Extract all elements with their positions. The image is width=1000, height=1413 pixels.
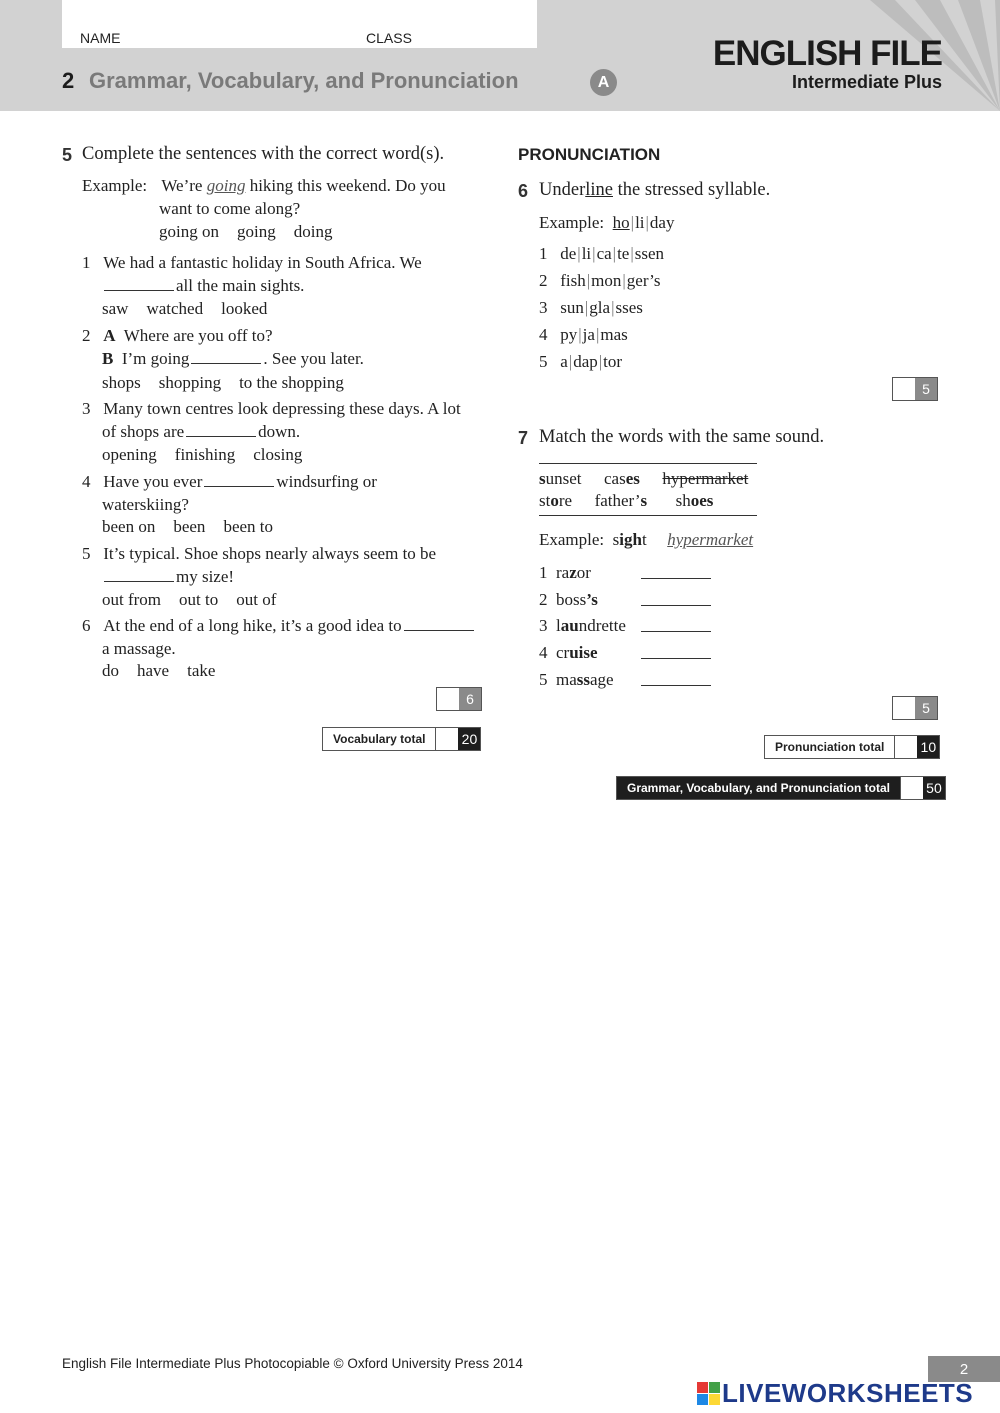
wordbox-bottom-rule — [539, 515, 757, 516]
ex5-item-4-options: been on been been to — [102, 517, 274, 536]
ex5-item-3: 3 Many town centres look depressing these days. A lot — [82, 399, 461, 418]
ex7-answer-gap-5[interactable] — [641, 671, 711, 686]
ex6-item-3[interactable]: 3 sun|gla|sses — [539, 298, 643, 317]
word-fathers: father’s — [594, 491, 648, 510]
ex6-score-box — [892, 377, 938, 401]
version-badge: A — [590, 69, 617, 96]
word-shoes: shoes — [675, 491, 714, 510]
example-pre: We’re — [161, 176, 203, 195]
pronunciation-total — [764, 735, 940, 759]
liveworksheets-watermark[interactable]: LIVEWORKSHEETS — [722, 1378, 974, 1408]
ex7-item-5: 5 massage — [539, 670, 614, 689]
ex5-item-5-line2: my size! — [102, 566, 234, 588]
wordbox-row-1 — [539, 468, 748, 490]
total-max: 20 — [458, 728, 480, 750]
ex6-item-2[interactable]: 2 fish|mon|ger’s — [539, 271, 661, 290]
ex6-item-4[interactable]: 4 py|ja|mas — [539, 325, 628, 344]
answer-gap[interactable] — [104, 276, 174, 291]
total-input[interactable] — [894, 736, 917, 758]
ex7-answer-gap-4[interactable] — [641, 644, 711, 659]
unit-title: Grammar, Vocabulary, and Pronunciation — [89, 68, 519, 93]
pronunciation-heading: PRONUNCIATION — [518, 145, 661, 164]
ex5-item-2: 2 A Where are you off to? — [82, 326, 273, 345]
ex5-number: 5 — [62, 145, 73, 165]
score-max: 5 — [915, 697, 937, 719]
score-input[interactable] — [437, 688, 459, 710]
wordbox-row-2 — [539, 490, 713, 512]
score-max: 5 — [915, 378, 937, 400]
word-hypermarket: hypermarket — [662, 469, 749, 488]
score-max: 6 — [459, 688, 481, 710]
answer-gap[interactable] — [191, 349, 261, 364]
vocabulary-total — [322, 727, 481, 751]
ex6-number: 6 — [518, 181, 529, 201]
total-max: 10 — [917, 736, 939, 758]
ex7-example: Example: sight hypermarket — [539, 530, 754, 549]
ex5-item-3-line2: of shops are down. — [102, 422, 301, 441]
ex7-number: 7 — [518, 428, 529, 448]
ex5-item-4-line2: waterskiing? — [102, 495, 189, 514]
answer-gap[interactable] — [204, 472, 274, 487]
liveworksheets-logo-icon — [697, 1382, 720, 1405]
ex5-item-3-options: opening finishing closing — [102, 445, 303, 464]
total-label: Vocabulary total — [333, 732, 426, 746]
ex5-item-2-line2: B I’m going . See you later. — [102, 349, 364, 368]
ex7-score-box — [892, 696, 938, 720]
ex5-item-5-options: out from out to out of — [102, 590, 277, 609]
total-label: Grammar, Vocabulary, and Pronunciation total — [617, 777, 900, 799]
score-input[interactable] — [893, 378, 915, 400]
ex6-instruction: Underline the stressed syllable. — [539, 180, 771, 200]
ex7-answer-gap-1[interactable] — [641, 564, 711, 579]
total-max: 50 — [923, 777, 945, 799]
answer-gap[interactable] — [404, 616, 474, 631]
wordbox-top-rule — [539, 463, 757, 464]
answer-gap[interactable] — [104, 567, 174, 582]
ex5-item-6: 6 At the end of a long hike, it’s a good idea to — [82, 615, 476, 637]
page-number: 2 — [928, 1356, 1000, 1382]
ex6-item-5[interactable]: 5 a|dap|tor — [539, 352, 623, 371]
word-sunset: sunset — [539, 469, 582, 488]
ex5-item-1: 1 We had a fantastic holiday in South Africa. We — [82, 253, 422, 272]
ex7-item-1: 1 razor — [539, 563, 591, 582]
example-post: hiking this weekend. Do you — [249, 176, 446, 195]
unit-number: 2 — [62, 68, 75, 93]
class-label: CLASS — [366, 30, 412, 46]
ex7-item-2: 2 boss’s — [539, 590, 598, 609]
ex5-example — [82, 175, 446, 197]
ex5-item-4: 4 Have you ever windsurfing or — [82, 472, 377, 491]
ex5-item-1-options: saw watched looked — [102, 299, 268, 318]
ex5-item-1-line2: all the main sights. — [102, 275, 304, 297]
word-cases: cases — [604, 469, 640, 488]
example-answer: going — [206, 176, 246, 195]
ex6-example: Example: ho|li|day — [539, 213, 675, 232]
brand-subtitle: Intermediate Plus — [791, 72, 942, 92]
score-input[interactable] — [893, 697, 915, 719]
grand-total — [616, 776, 946, 800]
ex7-answer-gap-3[interactable] — [641, 617, 711, 632]
ex7-item-4: 4 cruise — [539, 643, 598, 662]
brand-title: ENGLISH FILE — [712, 34, 942, 73]
ex5-item-5: 5 It’s typical. Shoe shops nearly always seem to be — [82, 544, 437, 563]
name-class-box — [62, 0, 537, 48]
total-input[interactable] — [435, 728, 458, 750]
total-label: Pronunciation total — [775, 740, 885, 754]
ex5-score-box — [436, 687, 482, 711]
example-label: Example: — [82, 176, 148, 195]
ex7-instruction: Match the words with the same sound. — [539, 427, 825, 447]
ex5-example-options: going on going doing — [159, 222, 333, 241]
answer-gap[interactable] — [186, 422, 256, 437]
footer-copyright: English File Intermediate Plus Photocopiable © Oxford University Press 2014 — [62, 1356, 523, 1371]
ex7-item-3: 3 laundrette — [539, 616, 626, 635]
name-label: NAME — [80, 30, 121, 46]
ex5-example-line2: want to come along? — [159, 199, 301, 218]
ex5-instruction: Complete the sentences with the correct word(s). — [82, 144, 445, 164]
ex7-answer-gap-2[interactable] — [641, 591, 711, 606]
ex5-item-6-line2: a massage. — [102, 639, 176, 658]
ex6-item-1[interactable]: 1 de|li|ca|te|ssen — [539, 244, 665, 263]
ex5-item-2-options: shops shopping to the shopping — [102, 373, 344, 392]
word-store: store — [539, 491, 573, 510]
ex5-item-6-options: do have take — [102, 661, 216, 680]
total-input[interactable] — [900, 777, 923, 799]
